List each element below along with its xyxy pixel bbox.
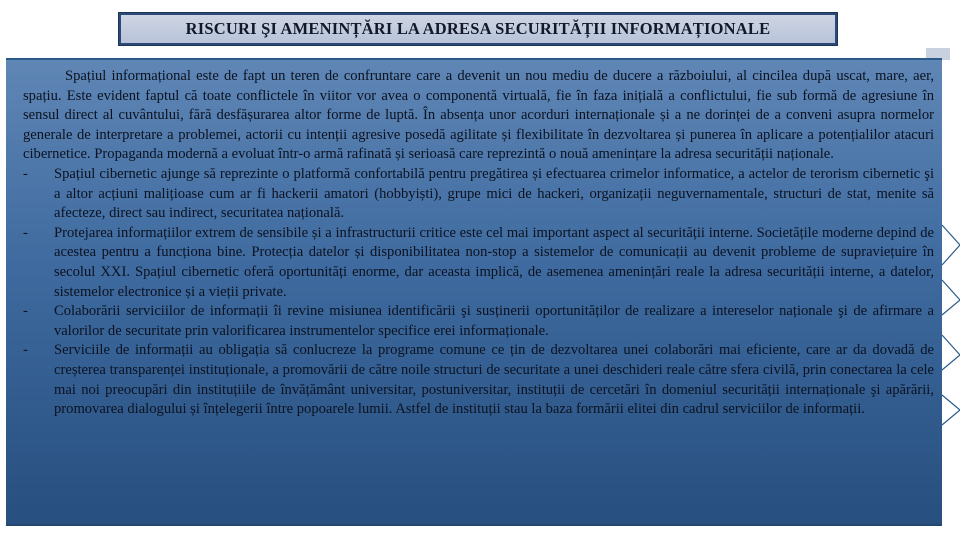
bullet-item bbox=[23, 224, 934, 302]
bullet-marker: - bbox=[23, 303, 28, 320]
bullet-marker: - bbox=[23, 342, 28, 359]
slide-title-box bbox=[118, 12, 838, 46]
bullet-item bbox=[23, 302, 934, 341]
bullet-text: Serviciile de informații au obligația să conlucreze la programe comune ce țin de dezvoltarea unei colaborări mai eficiente, care ar da dovadă de creșterea transparenței instituționale, a promovării de către noile structuri de securitate a unei deschideri reale către sfera civilă, prin conectarea la cele mai noi preocupări din instituțiile de învățământ universitar, postuniversitar, instituții de cercetări în domeniul securității internaționale şi apărării, promovarea dialogului și înțelegerii între popoarele lumii. Astfel de instituții stau la baza formării elitei din cadrul serviciilor de informații. bbox=[54, 342, 934, 418]
intro-paragraph: Spațiul informațional este de fapt un teren de confruntare care a devenit un nou mediu de ducere a războiului, al cincilea după uscat, mare, aer, spațiu. Este evident faptul că toate conflictele în viitor vor avea o componentă virtuală, fie în faza inițială a conflictului, fie sub formă de agresiune în sensul direct al cuvântului, fără desfășurarea altor forme de luptă. În absența unor acorduri internaționale și a ne dorinței de a conveni asupra normelor generale de interpretare a problemei, actorii cu intenții agresive posedă agilitate și flexibilitate în dezvoltarea și punerea în aplicare a potențialilor atacuri cibernetice. Propaganda modernă a evoluat într-o armă rafinată și serioasă care reprezintă o nouă amenințare la adresa securității naționale. bbox=[23, 68, 934, 163]
bullet-text: Protejarea informațiilor extrem de sensibile și a infrastructurii critice este cel mai important aspect al securității interne. Societățile moderne depind de acestea pentru a funcționa bine. Protecția datelor și disponibilitatea non-stop a sistemelor de comunicații au devenit probleme de supraviețuire în secolul XXI. Spațiul cibernetic oferă oportunități enorme, dar aceasta implică, de asemenea amenințări reale la adresa securității interne, a datelor, sistemelor electronice și a vieții private. bbox=[54, 224, 934, 300]
bullet-item bbox=[23, 341, 934, 419]
bullet-text: Spațiul cibernetic ajunge să reprezinte o platformă confortabilă pentru pregătirea și efectuarea crimelor informatice, a actelor de terorism cibernetic şi a altor acțiuni malițioase cum ar fi hackerii amatori (hobbyiști), grupe mici de hackeri, organizații neguvernamentale, structuri de stat, menite să afecteze, direct sau indirect, securitatea națională. bbox=[54, 165, 934, 222]
bullet-marker: - bbox=[23, 224, 28, 241]
slide-title: RISCURI ŞI AMENINȚĂRI LA ADRESA SECURITĂȚII INFORMAȚIONALE bbox=[185, 19, 771, 38]
bullet-text: Colaborării serviciilor de informații îi revine misiunea identificării şi susținerii oportunităților de realizare a intereselor naționale şi de afirmare a valorilor de securitate prin valorificarea instrumentelor specifice erei informaționale. bbox=[54, 303, 934, 339]
bullet-marker: - bbox=[23, 165, 28, 182]
bullet-item bbox=[23, 165, 934, 224]
content-panel bbox=[6, 58, 942, 526]
